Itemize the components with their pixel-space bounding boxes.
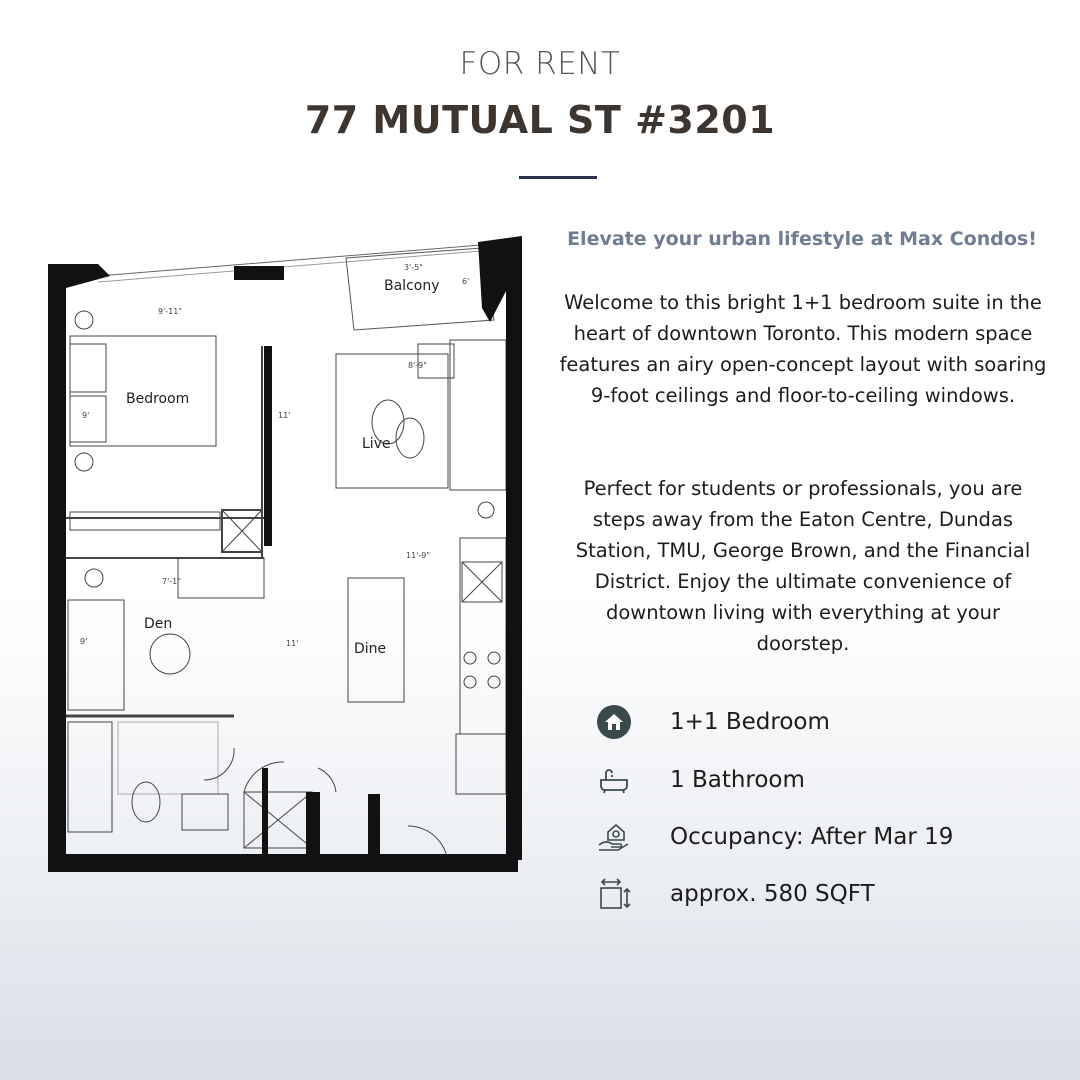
feature-label: 1 Bathroom: [670, 767, 805, 793]
feature-label: Occupancy: After Mar 19: [670, 824, 954, 850]
title-divider: [519, 176, 597, 179]
dim-living-width: 8'-9": [408, 361, 427, 370]
floor-plan: [38, 228, 538, 878]
bathtub-icon: [594, 760, 634, 800]
dim-kitchen-length: 11'-9": [406, 551, 431, 560]
dim-bedroom-width: 9'-11": [158, 307, 183, 316]
room-label-den: Den: [144, 616, 173, 632]
house-icon: [594, 702, 634, 742]
feature-occupancy: [594, 815, 1044, 859]
dim-balcony-width: 3'-5": [404, 263, 423, 272]
description-paragraph-1: Welcome to this bright 1+1 bedroom suite in the heart of downtown Toronto. This modern space features an airy open-concept layout with soaring 9-foot ceilings and floor-to-ceiling windows.: [559, 291, 1047, 407]
dim-bedroom-closet: 11': [278, 411, 291, 420]
dim-den-width: 7'-1": [162, 577, 181, 586]
feature-area: [594, 872, 1044, 916]
hand-house-icon: [594, 817, 634, 857]
room-label-balcony: Balcony: [384, 278, 440, 294]
listing-address: 77 MUTUAL ST #3201: [304, 98, 776, 142]
listing-status: FOR RENT: [459, 46, 621, 82]
feature-label: approx. 580 SQFT: [670, 881, 875, 907]
dim-den-depth: 9': [80, 637, 88, 646]
room-label-live: Live: [362, 436, 391, 452]
area-icon: [594, 874, 634, 914]
dim-balcony-depth: 6': [462, 277, 470, 286]
dim-bedroom-depth: 9': [82, 411, 90, 420]
room-label-bedroom: Bedroom: [126, 391, 190, 407]
dim-den-closet: 11': [286, 639, 299, 648]
room-label-dine: Dine: [354, 641, 387, 657]
tagline: Elevate your urban lifestyle at Max Condos!: [567, 228, 1037, 250]
description-paragraph-2: Perfect for students or professionals, you are steps away from the Eaton Centre, Dundas Station, TMU, George Brown, and the Financial District. Enjoy the ultimate convenience of downtown living with everything at your doorstep.: [575, 477, 1031, 655]
feature-label: 1+1 Bedroom: [670, 709, 830, 735]
feature-bathrooms: [594, 758, 1044, 802]
feature-bedrooms: [594, 700, 1044, 744]
